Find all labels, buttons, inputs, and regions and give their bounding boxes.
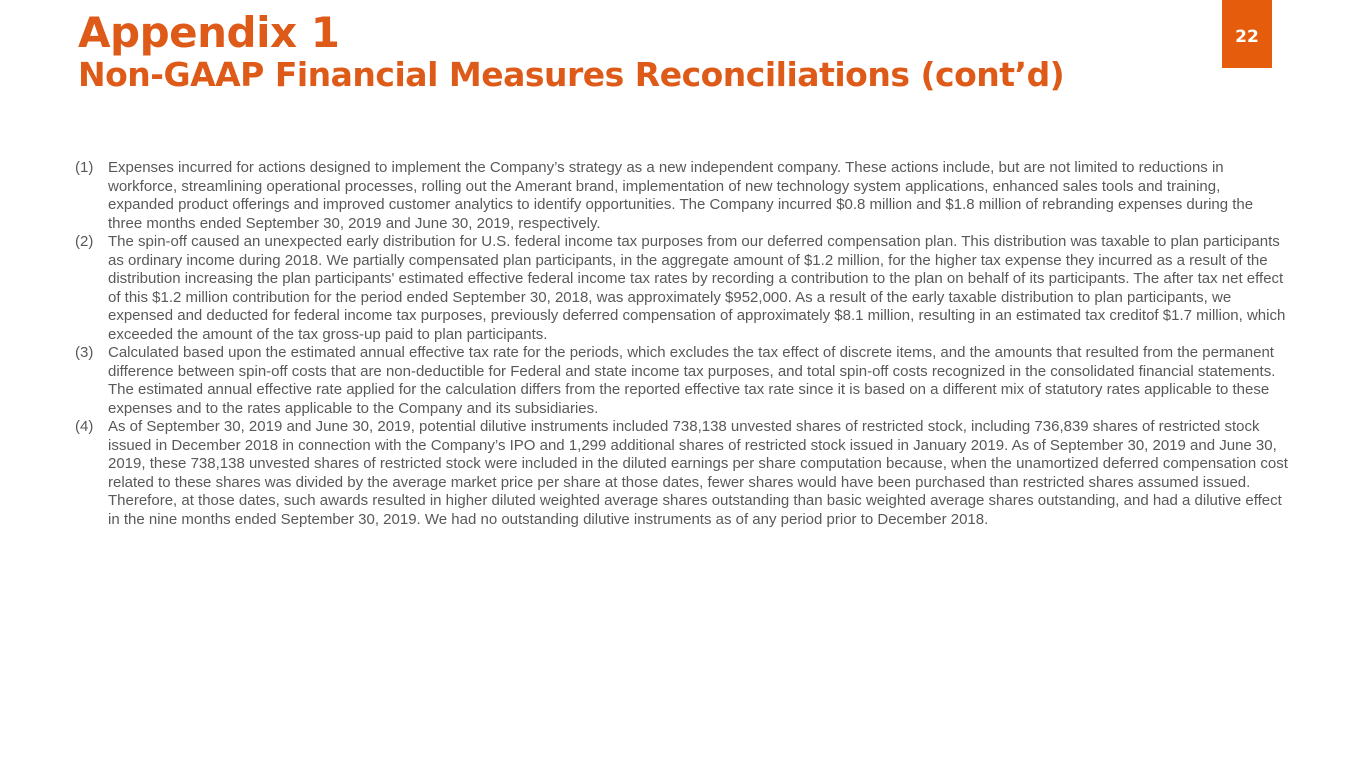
footnote-list xyxy=(75,159,1288,529)
page-subtitle: Non-GAAP Financial Measures Reconciliations (cont’d) xyxy=(78,55,1065,94)
footnote-marker: (1) xyxy=(75,159,94,176)
footnote-marker: (3) xyxy=(75,344,94,361)
footnote-item-1 xyxy=(75,159,1288,233)
footnote-text: Calculated based upon the estimated annual effective tax rate for the periods, which excludes the tax effect of discrete items, and the amounts that resulted from the permanent difference between spin-off costs that are non-deductible for Federal and state income tax purposes, and total spin-off costs recognized in the consolidated financial statements. The estimated annual effective rate applied for the calculation differs from the reported effective tax rate since it is based on a different mix of statutory rates applicable to these expenses and to the rates applicable to the Company and its subsidiaries. xyxy=(108,344,1276,417)
footnote-item-2 xyxy=(75,233,1288,344)
footnote-text: As of September 30, 2019 and June 30, 2019, potential dilutive instruments included 738,138 unvested shares of restricted stock, including 736,839 shares of restricted stock issued in December 2018 in connection with the Company’s IPO and 1,299 additional shares of restricted stock issued in January 2019. As of September 30, 2019 and June 30, 2019, these 738,138 unvested shares of restricted stock were included in the diluted earnings per share computation because, when the unamortized deferred compensation cost related to these shares was divided by the average market price per share at those dates, fewer shares would have been purchased than restricted shares assumed issued. Therefore, at those dates, such awards resulted in higher diluted weighted average shares outstanding than basic weighted average shares outstanding, and had a dilutive effect in the nine months ended September 30, 2019. We had no outstanding dilutive instruments as of any period prior to December 2018. xyxy=(108,418,1288,528)
slide-header xyxy=(78,10,1205,94)
footnote-item-4 xyxy=(75,418,1288,529)
footnote-item-3 xyxy=(75,344,1288,418)
page-number: 22 xyxy=(1235,27,1259,47)
page-number-badge xyxy=(1222,0,1272,68)
page-title: Appendix 1 xyxy=(78,8,340,57)
footnote-marker: (2) xyxy=(75,233,94,250)
footnote-marker: (4) xyxy=(75,418,94,435)
footnote-text: Expenses incurred for actions designed to implement the Company’s strategy as a new independent company. These actions include, but are not limited to reductions in workforce, streamlining operational processes, rolling out the Amerant brand, implementation of new technology system applications, enhanced sales tools and training, expanded product offerings and improved customer analytics to identify opportunities. The Company incurred $0.8 million and $1.8 million of rebranding expenses during the three months ended September 30, 2019 and June 30, 2019, respectively. xyxy=(108,159,1254,232)
footnote-text: The spin-off caused an unexpected early distribution for U.S. federal income tax purposes from our deferred compensation plan. This distribution was taxable to plan participants as ordinary income during 2018. We partially compensated plan participants, in the aggregate amount of $1.2 million, for the higher tax expense they incurred as a result of the distribution increasing the plan participants' estimated effective federal income tax rates by recording a contribution to the plan on behalf of its participants. The after tax net effect of this $1.2 million contribution for the period ended September 30, 2018, was approximately $952,000. As a result of the early taxable distribution to plan participants, we expensed and deducted for federal income tax purposes, previously deferred compensation of approximately $8.1 million, resulting in an estimated tax creditof $1.7 million, which exceeded the amount of the tax gross-up paid to plan participants. xyxy=(108,233,1286,343)
